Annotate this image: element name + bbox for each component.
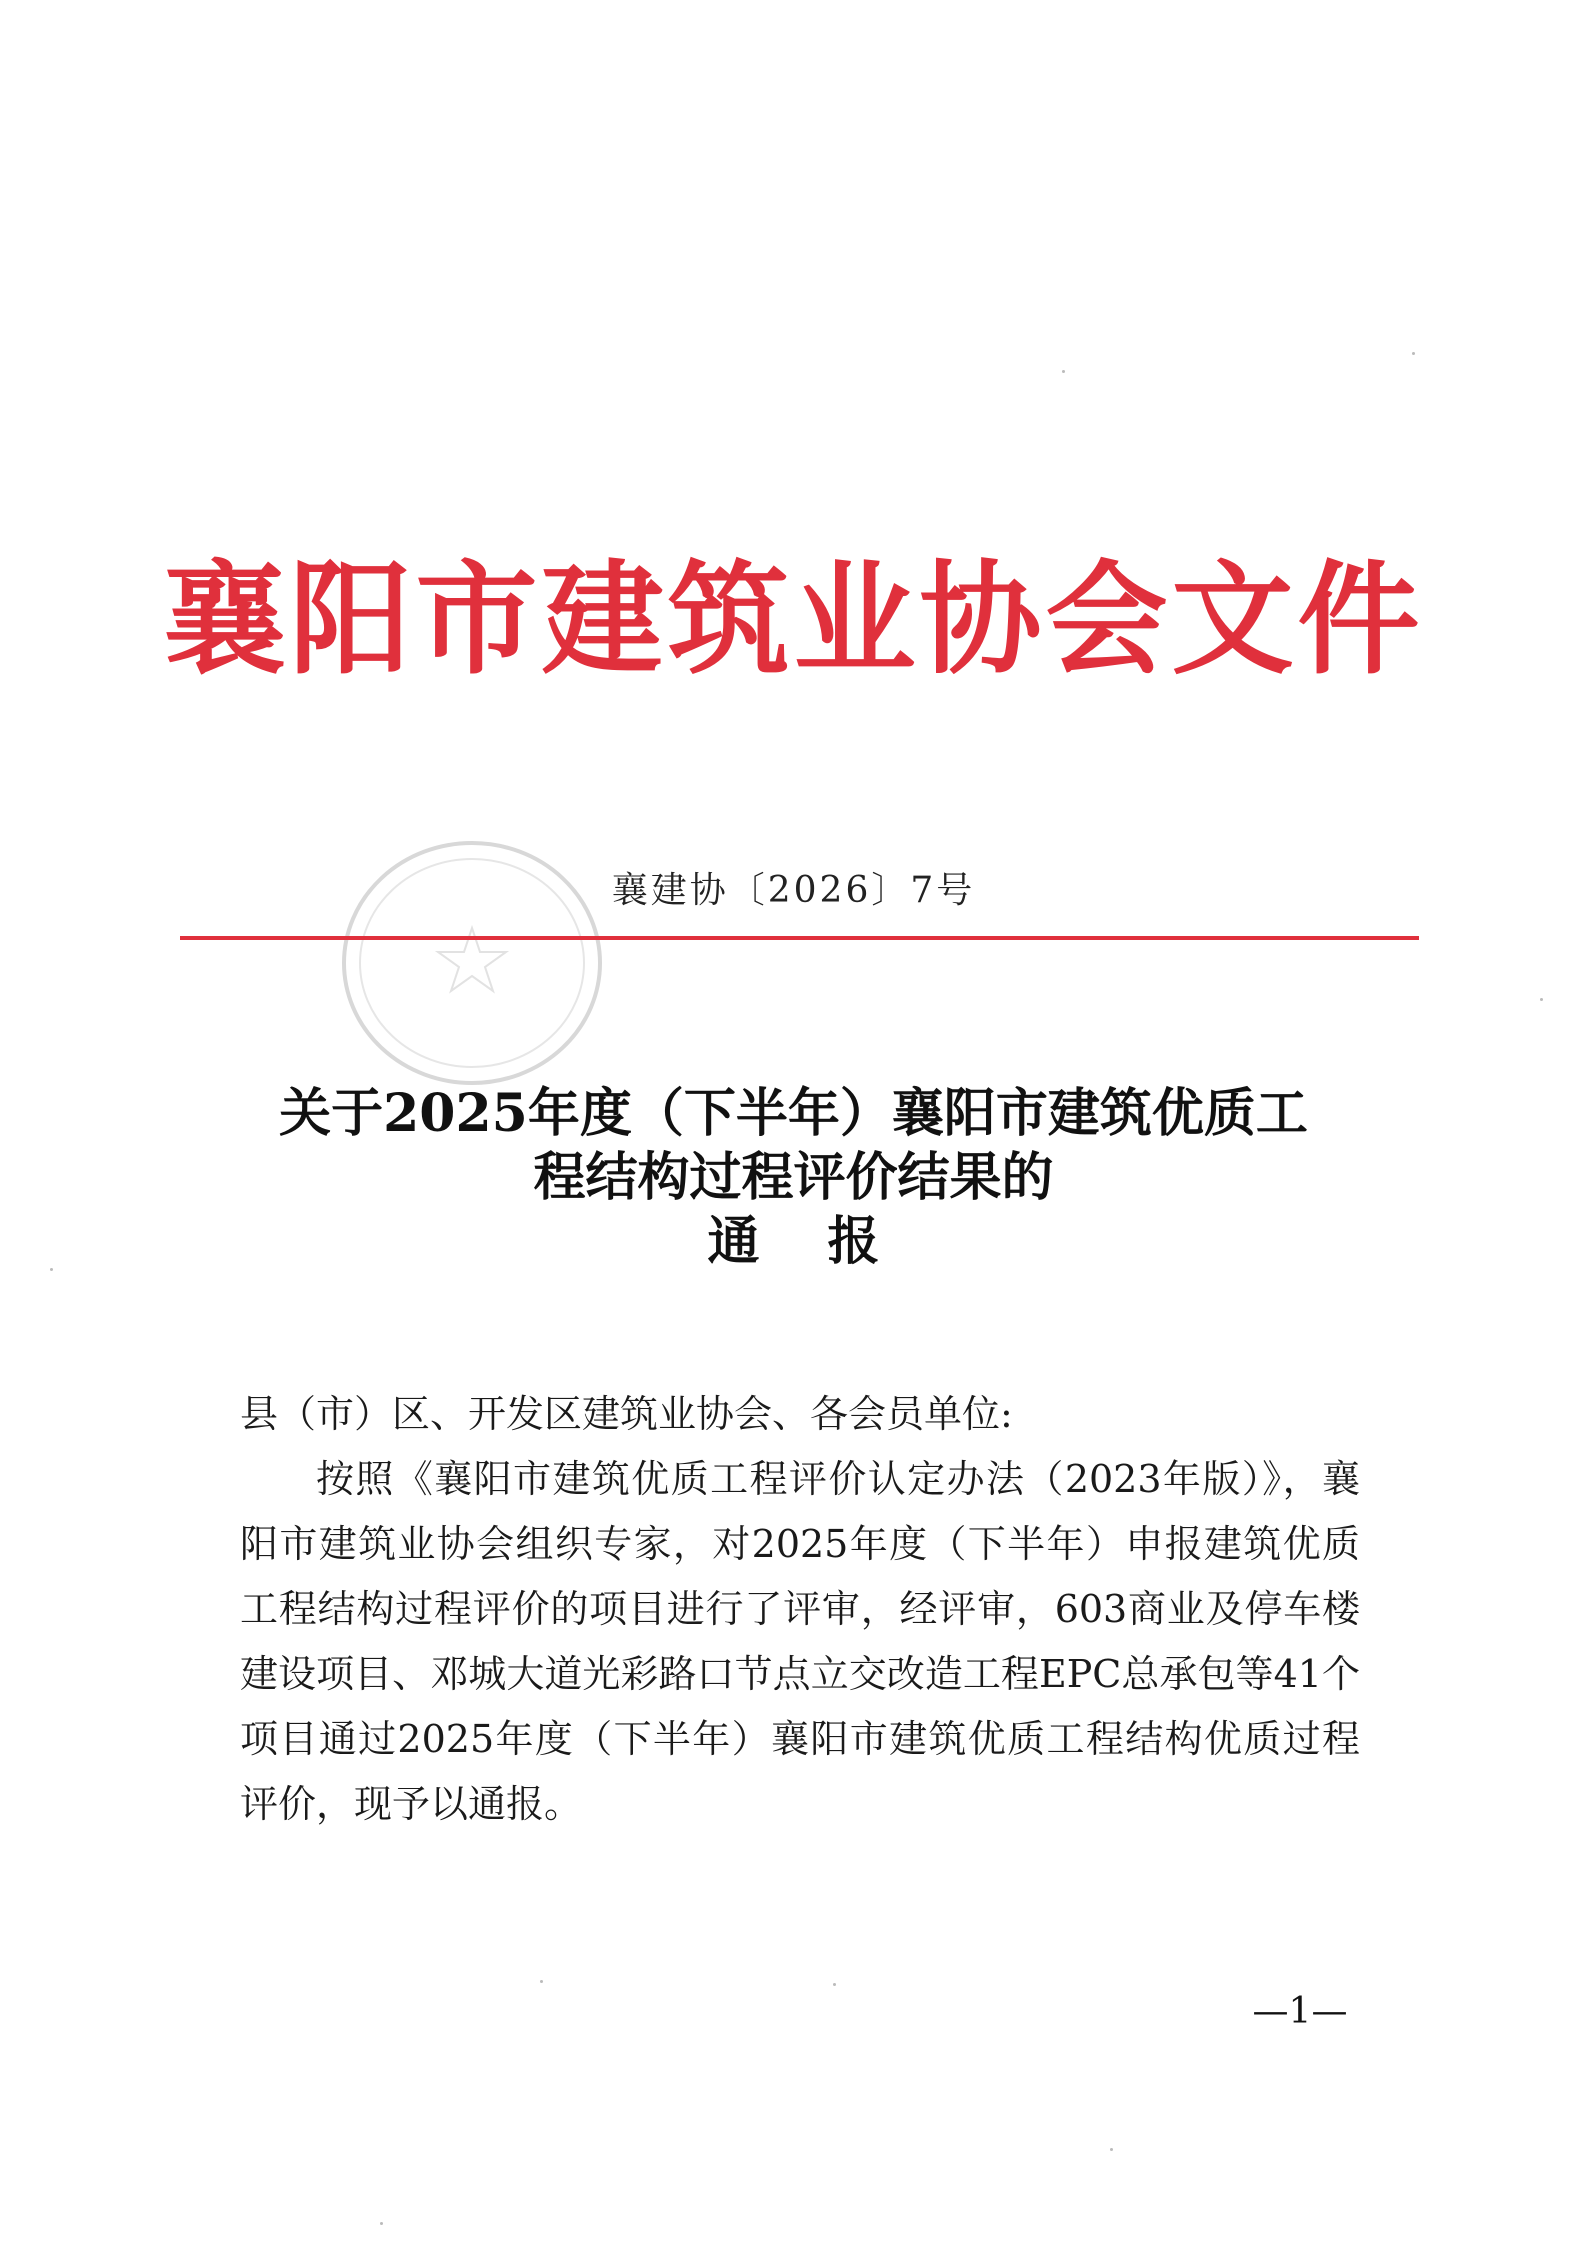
title-line-1: 关于2025年度（下半年）襄阳市建筑优质工 [279, 1083, 1308, 1144]
title-line-2: 程结构过程评价结果的 [533, 1147, 1054, 1208]
scan-speck [50, 1268, 53, 1271]
notice-body [240, 1382, 1360, 1837]
letterhead-title: 襄阳市建筑业协会文件 [163, 549, 1424, 691]
scan-speck [1062, 370, 1065, 373]
page-number: —1— [1252, 1991, 1348, 2032]
document-number: 襄建协〔2026〕7号 [611, 870, 976, 911]
salutation: 县（市）区、开发区建筑业协会、各会员单位: [240, 1392, 1013, 1436]
scan-speck [833, 1983, 836, 1986]
body-paragraph: 按照《襄阳市建筑优质工程评价认定办法（2023年版）》，襄阳市建筑业协会组织专家，对2025年度（下半年）申报建筑优质工程结构过程评价的项目进行了评审，经评审，603商业及停车楼建设项目、邓城大道光彩路口节点立交改造工程EPC总承包等41个项目通过2025年度（下半年）襄阳市建筑优质工程结构优质过程评价，现予以通报。 [240, 1457, 1360, 1826]
scan-speck [1540, 998, 1543, 1001]
scan-speck [1412, 352, 1415, 355]
scan-speck [540, 1980, 543, 1983]
title-line-3 [200, 1210, 1387, 1274]
notice-title [200, 1082, 1387, 1274]
title-word-tong: 通 [707, 1211, 760, 1272]
scan-speck [380, 2222, 383, 2225]
scan-speck [1110, 2148, 1113, 2151]
title-word-bao: 报 [827, 1211, 880, 1272]
red-divider-line [180, 936, 1419, 940]
